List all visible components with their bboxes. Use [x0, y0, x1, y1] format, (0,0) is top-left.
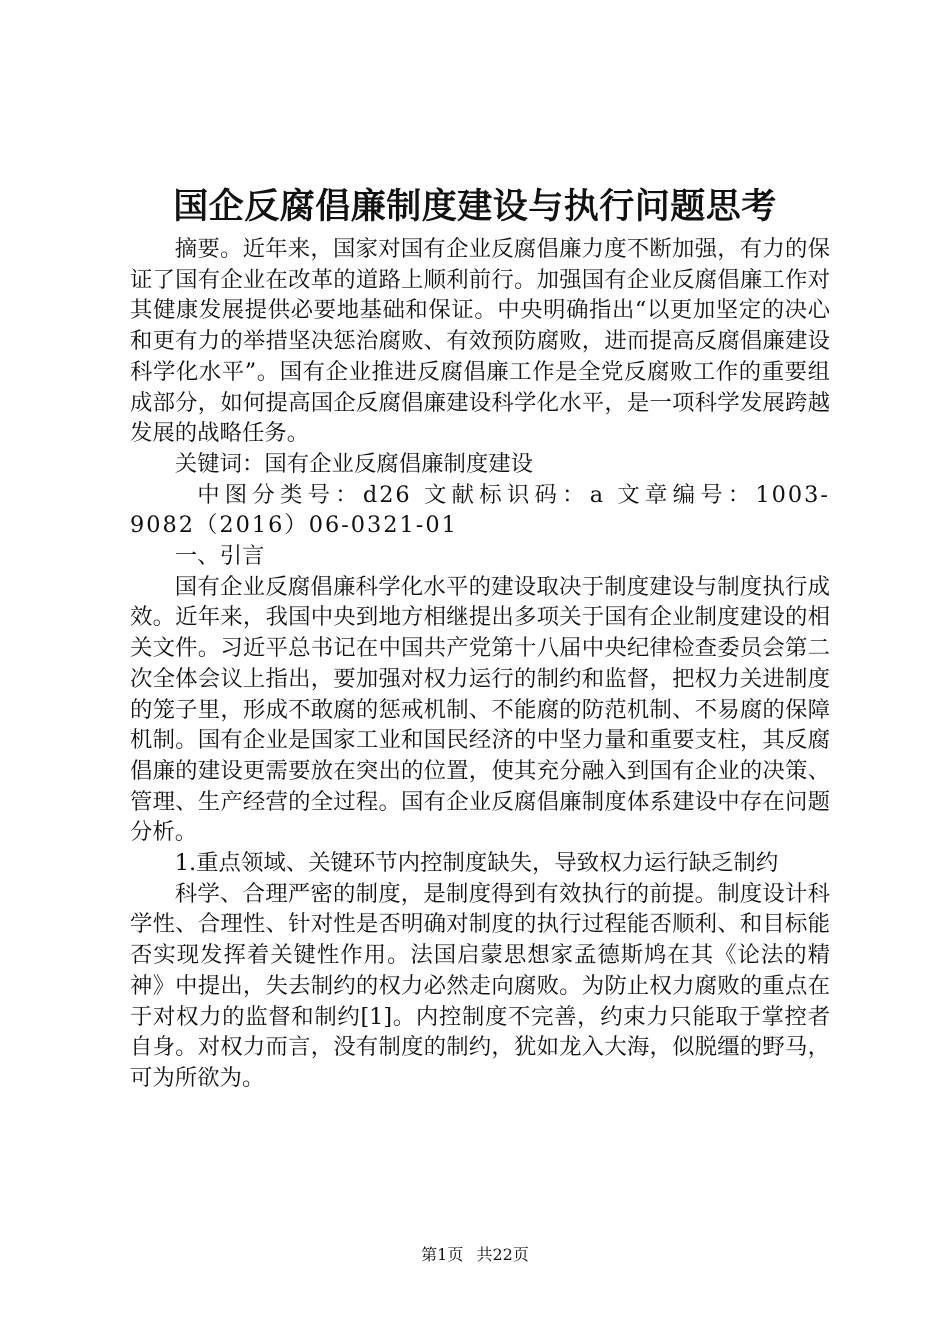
subsection-heading-1: 1.重点领域、关键环节内控制度缺失，导致权力运行缺乏制约	[174, 850, 779, 877]
section-heading-introduction: 一、引言	[174, 543, 265, 570]
document-body	[130, 234, 830, 1094]
page-number: 第1页	[421, 1245, 464, 1264]
introduction-paragraph: 国有企业反腐倡廉科学化水平的建设取决于制度建设与制度执行成效。近年来，我国中央到地方相继提出多项关于国有企业制度建设的相关文件。习近平总书记在中国共产党第十八届中央纪律检查委员会第二次全体会议上指出，要加强对权力运行的制约和监督，把权力关进制度的笼子里，形成不敢腐的惩戒机制、不能腐的防范机制、不易腐的保障机制。国有企业是国家工业和国民经济的中坚力量和重要支柱，其反腐倡廉的建设更需要放在突出的位置，使其充分融入到国有企业的决策、管理、生产经营的全过程。国有企业反腐倡廉制度体系建设中存在问题分析。	[130, 573, 830, 846]
keywords-line: 关键词：国有企业反腐倡廉制度建设	[174, 450, 534, 477]
classification-line: 中图分类号：d26 文献标识码：a 文章编号：1003-9082（2016）06-0321-01	[130, 481, 830, 539]
abstract-paragraph: 摘要。近年来，国家对国有企业反腐倡廉力度不断加强，有力的保证了国有企业在改革的道路上顺利前行。加强国有企业反腐倡廉工作对其健康发展提供必要地基础和保证。中央明确指出“以更加坚定的决心和更有力的举措坚决惩治腐败、有效预防腐败，进而提高反腐倡廉建设科学化水平”。国有企业推进反腐倡廉工作是全党反腐败工作的重要组成部分，如何提高国企反腐倡廉建设科学化水平，是一项科学发展跨越发展的战略任务。	[130, 236, 830, 447]
page-total: 共22页	[476, 1245, 529, 1264]
page-footer	[0, 1244, 950, 1266]
document-title: 国企反腐倡廉制度建设与执行问题思考	[173, 186, 777, 227]
body-paragraph: 科学、合理严密的制度，是制度得到有效执行的前提。制度设计科学性、合理性、针对性是否明确对制度的执行过程能否顺利、和目标能否实现发挥着关键性作用。法国启蒙思想家孟德斯鸠在其《论法的精神》中提出，失去制约的权力必然走向腐败。为防止权力腐败的重点在于对权力的监督和制约[1]。内控制度不完善，约束力只能取于掌控者自身。对权力而言，没有制度的制约，犹如龙入大海，似脱缰的野马，可为所欲为。	[130, 880, 830, 1091]
